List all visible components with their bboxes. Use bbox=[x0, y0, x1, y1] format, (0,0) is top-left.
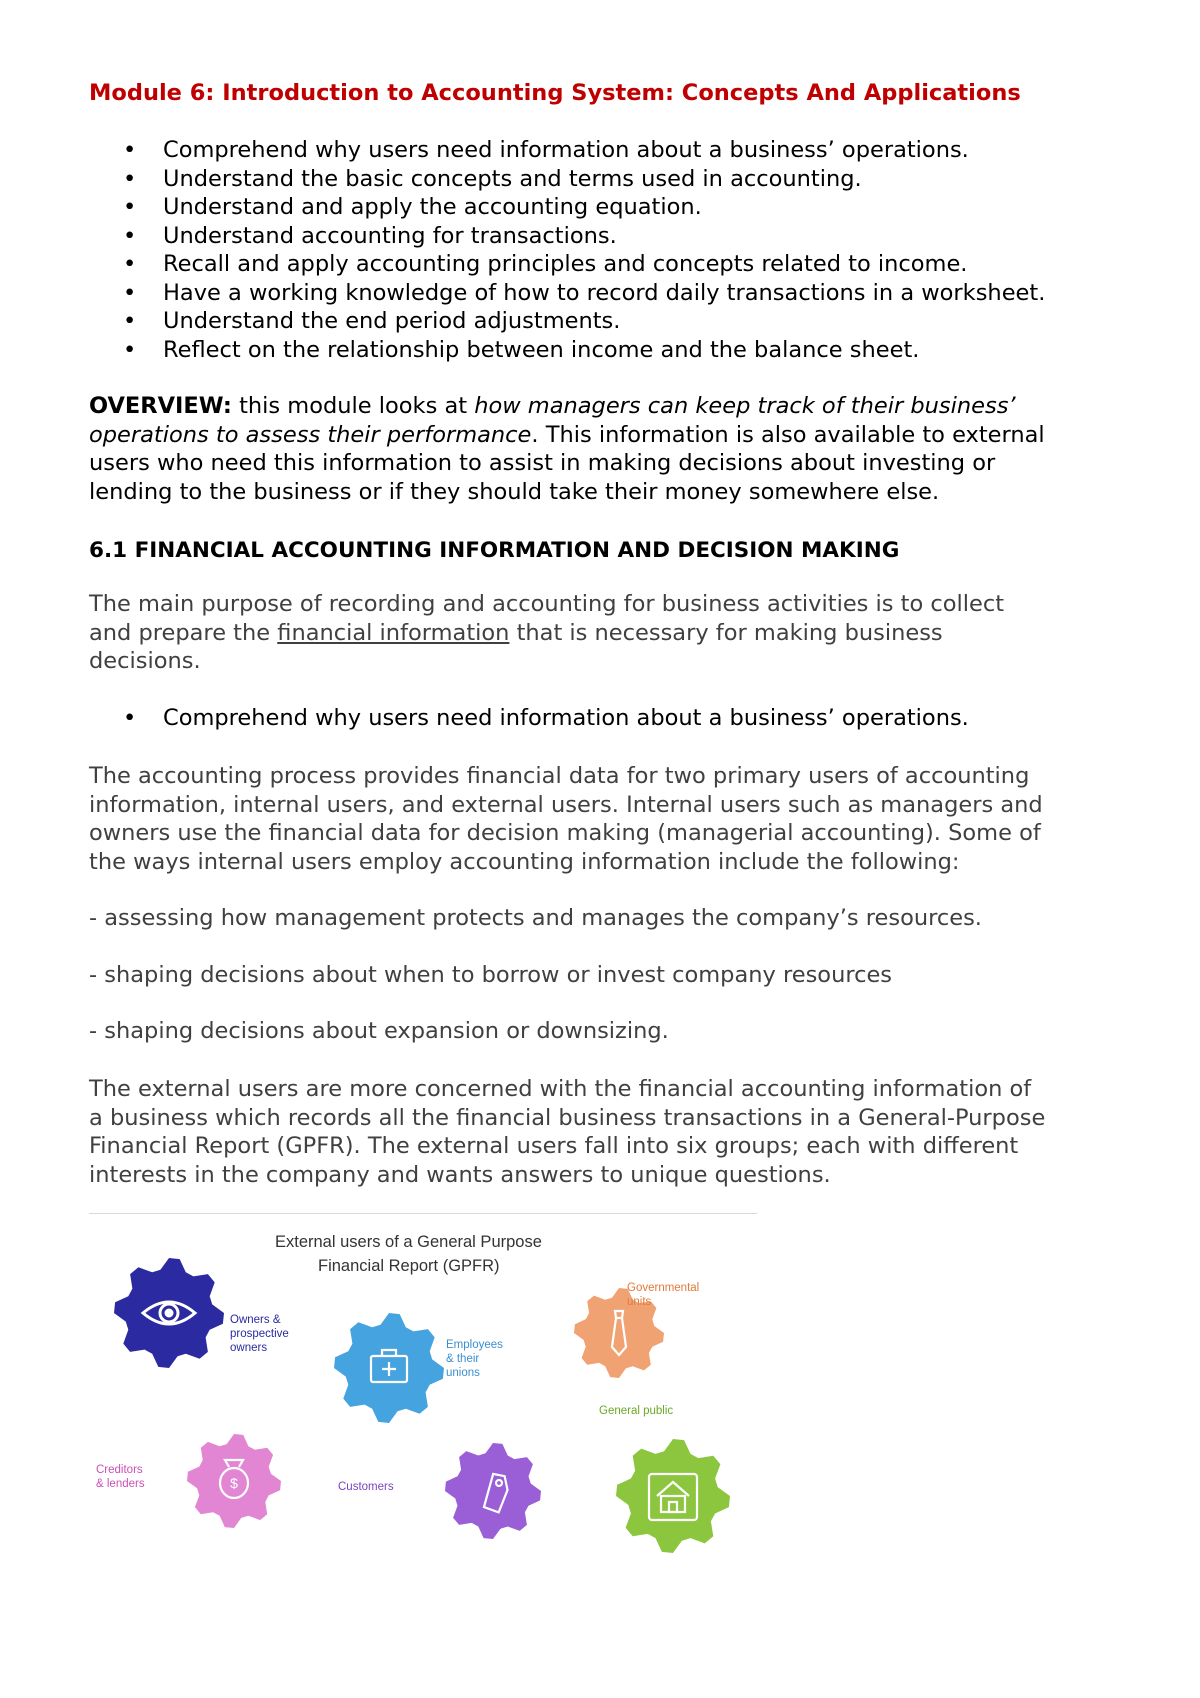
overview-emphasis: operations to assess their performance bbox=[89, 421, 532, 448]
general-public-label: General public bbox=[599, 1405, 674, 1417]
objective-item: • Understand the basic concepts and terms used in accounting. bbox=[89, 165, 1045, 194]
label-line: owners bbox=[230, 1342, 268, 1354]
section-bullet bbox=[89, 704, 969, 733]
label-line: Governmental bbox=[627, 1282, 700, 1294]
label-line: units bbox=[627, 1296, 652, 1308]
dash-item: - shaping decisions about when to borrow or invest company resources bbox=[89, 962, 893, 988]
employees-label bbox=[446, 1338, 503, 1380]
figure-title bbox=[275, 1233, 542, 1252]
owners-label bbox=[230, 1313, 289, 1355]
purpose-paragraph bbox=[89, 590, 1004, 676]
label-line: & lenders bbox=[96, 1478, 145, 1490]
dash-item: - assessing how management protects and manages the company’s resources. bbox=[89, 905, 982, 931]
purpose-text: The main purpose of recording and accounting for business activities is to collect bbox=[89, 591, 1005, 617]
figure-title-line: External users of a General Purpose bbox=[275, 1233, 542, 1251]
overview-text: users who need this information to assist in making decisions about investing or bbox=[89, 450, 996, 476]
section-heading: 6.1 FINANCIAL ACCOUNTING INFORMATION AND DECISION MAKING bbox=[89, 538, 900, 563]
government-label bbox=[627, 1281, 699, 1309]
customers-gear bbox=[445, 1443, 541, 1539]
bullet-item: • Comprehend why users need information about a business’ operations. bbox=[89, 704, 969, 733]
objective-item: • Comprehend why users need information about a business’ operations. bbox=[89, 136, 1045, 165]
purpose-text: and prepare the bbox=[89, 619, 278, 646]
module-title: Module 6: Introduction to Accounting System: Concepts And Applications bbox=[89, 80, 1021, 106]
overview-emphasis: how managers can keep track of their business’ bbox=[474, 393, 1016, 419]
overview-label: OVERVIEW: bbox=[89, 393, 232, 419]
overview-paragraph bbox=[89, 392, 1045, 506]
label-line: & their bbox=[446, 1353, 480, 1365]
creditors-label bbox=[96, 1463, 145, 1491]
objective-item: • Have a working knowledge of how to record daily transactions in a worksheet. bbox=[89, 279, 1045, 308]
overview-text: lending to the business or if they should take their money somewhere else. bbox=[89, 478, 940, 505]
dash-item: - shaping decisions about expansion or downsizing. bbox=[89, 1018, 669, 1044]
objective-item: • Recall and apply accounting principles and concepts related to income. bbox=[89, 250, 1045, 279]
external-text: Financial Report (GPFR). The external users fall into six groups; each with different bbox=[89, 1133, 1019, 1159]
external-users-paragraph bbox=[89, 1075, 1045, 1189]
label-line: Creditors bbox=[96, 1464, 143, 1476]
label-line: Employees bbox=[446, 1339, 503, 1351]
purpose-text: that is necessary for making business bbox=[509, 619, 943, 646]
objective-item: • Reflect on the relationship between income and the balance sheet. bbox=[89, 336, 1045, 365]
process-paragraph bbox=[89, 762, 1043, 876]
overview-text: . This information is also available to external bbox=[531, 421, 1045, 448]
customers-label: Customers bbox=[338, 1481, 394, 1493]
objective-item: • Understand the end period adjustments. bbox=[89, 307, 1045, 336]
process-text: the ways internal users employ accounting information include the following: bbox=[89, 848, 960, 875]
process-text: The accounting process provides financial data for two primary users of accounting bbox=[89, 763, 1030, 789]
objective-item: • Understand and apply the accounting equation. bbox=[89, 193, 1045, 222]
purpose-text: decisions. bbox=[89, 648, 201, 674]
overview-text: this module looks at bbox=[231, 393, 475, 419]
figure-title bbox=[318, 1257, 500, 1276]
gpfr-users-diagram bbox=[89, 1213, 757, 1585]
label-line: prospective bbox=[230, 1328, 289, 1340]
external-text: interests in the company and wants answers to unique questions. bbox=[89, 1161, 831, 1188]
process-text: owners use the financial data for decision making (managerial accounting). Some of bbox=[89, 820, 1041, 846]
external-text: The external users are more concerned with the financial accounting information of bbox=[89, 1076, 1032, 1102]
process-text: information, internal users, and external users. Internal users such as managers and bbox=[89, 791, 1043, 818]
learning-objectives-list bbox=[89, 136, 1045, 364]
label-line: unions bbox=[446, 1367, 480, 1379]
external-text: a business which records all the financial business transactions in a General-Purpose bbox=[89, 1104, 1046, 1131]
svg-text:$: $ bbox=[230, 1475, 238, 1491]
objective-item: • Understand accounting for transactions. bbox=[89, 222, 1045, 251]
label-line: Owners & bbox=[230, 1314, 281, 1326]
financial-information-link[interactable]: financial information bbox=[277, 619, 510, 646]
figure-title-line: Financial Report (GPFR) bbox=[318, 1257, 500, 1275]
